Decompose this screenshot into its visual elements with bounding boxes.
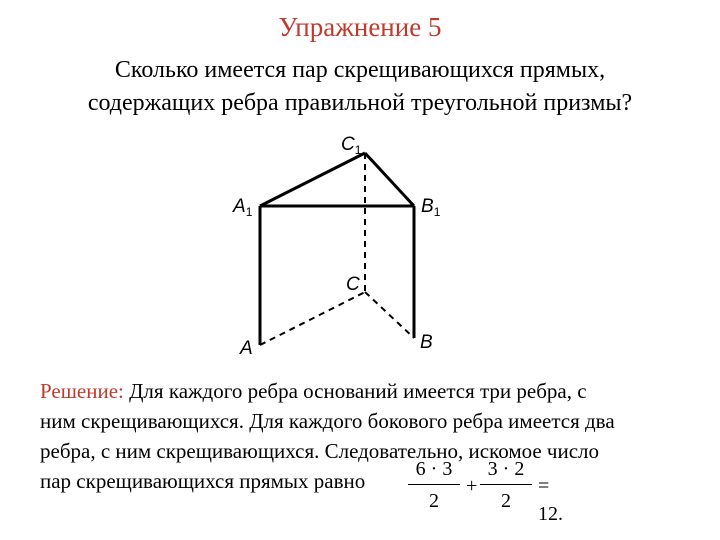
vertex-label-c1: $C_1$ [341,134,362,157]
vertex-label-b: B [420,332,433,353]
edge-a-c-hidden [260,292,365,345]
vertex-label-b1: $B_1$ [421,196,441,219]
edge-c-b-hidden [365,292,414,338]
solution-line-2: ним скрещивающихся. Для каждого бокового ребра имеется два [40,409,615,433]
solution-line-3: ребра, с ним скрещивающихся. Следовательно, искомое число [40,439,600,463]
question-text [0,54,720,120]
solution-text [40,376,700,496]
vertex-label-a: A [240,338,253,359]
prism-figure [200,120,490,365]
solution-line-4: пар скрещивающихся прямых равно [40,469,366,493]
fraction-2: 3 · 2 2 [480,456,532,515]
solution-label: Решение: [40,379,124,403]
question-line-2: содержащих ребра правильной треугольной призмы? [87,90,633,116]
question-line-1: Сколько имеется пар скрещивающихся прямых, [114,57,606,83]
formula-result: = 12. [538,475,563,525]
edge-a1-c1 [260,153,365,206]
fraction-1: 6 · 3 2 [408,456,460,515]
plus-sign: + [466,475,478,497]
vertex-label-c: C [346,274,360,295]
solution-line-1: Решение: Для каждого ребра оснований имеется три ребра, с [40,379,587,403]
edge-b1-c1 [365,153,414,206]
slide-title: Упражнение 5 [278,12,442,42]
answer-formula [408,456,578,525]
vertex-label-a1: $A_1$ [233,196,253,219]
